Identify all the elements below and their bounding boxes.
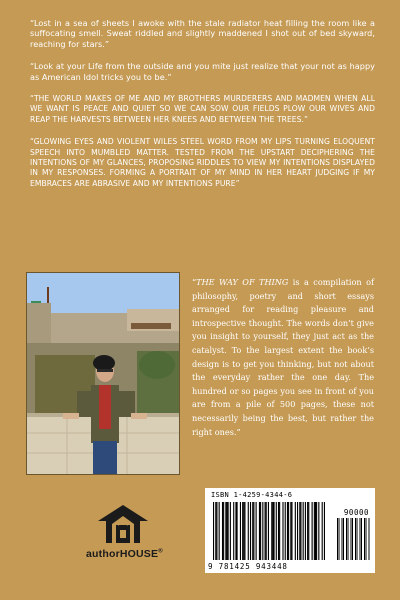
- price-bar: [360, 518, 361, 560]
- price-bar: [364, 518, 365, 560]
- barcode-bar: [268, 502, 269, 560]
- barcode-bar: [244, 502, 245, 560]
- barcode-bar: [226, 502, 227, 560]
- barcode-bar: [324, 502, 325, 560]
- isbn-label: ISBN 1-4259-4344-6: [211, 491, 293, 499]
- quote-1: “Lost in a sea of sheets I awoke with the stale radiator heat filling the room like a suffocating smell. Sweat riddled and slightly maddened I shot out of bed skyward, reaching for stars.”: [30, 18, 375, 49]
- barcode-bar: [279, 502, 280, 560]
- publisher-label: authorHOUSE: [86, 548, 159, 560]
- barcode-bar: [215, 502, 216, 560]
- barcode-bar: [282, 502, 283, 560]
- barcode-bar: [243, 502, 244, 560]
- barcode-bar: [315, 502, 316, 560]
- barcode-bar: [240, 502, 241, 560]
- barcode-bar: [290, 502, 291, 560]
- price-code: 90000: [343, 508, 369, 517]
- barcode-bar: [285, 502, 286, 560]
- price-bar: [337, 518, 338, 560]
- barcode-bar: [222, 502, 223, 560]
- author-photo-image: [27, 273, 179, 474]
- barcode-bar: [253, 502, 254, 560]
- barcode-bar: [235, 502, 236, 560]
- barcode-bar: [287, 502, 288, 560]
- price-bar: [346, 518, 347, 560]
- authorhouse-logo-icon: [96, 503, 150, 545]
- barcode-bar: [308, 502, 309, 560]
- barcode-bar: [273, 502, 274, 560]
- price-bar: [357, 518, 358, 560]
- price-bar: [351, 518, 352, 560]
- price-bar: [366, 518, 367, 560]
- isbn-barcode: [205, 488, 375, 573]
- barcode-bar: [225, 502, 226, 560]
- barcode-bar: [230, 502, 231, 560]
- barcode-bar: [237, 502, 238, 560]
- barcode-bar: [299, 502, 300, 560]
- barcode-bar: [307, 502, 308, 560]
- barcode-bar: [291, 502, 292, 560]
- quote-2: “Look at your Life from the outside and you mite just realize that your not as happy as American Idol tricks you to be.”: [30, 61, 375, 82]
- author-photo: [26, 272, 180, 475]
- price-bar: [348, 518, 349, 560]
- barcode-bar: [262, 502, 263, 560]
- price-bar: [342, 518, 343, 560]
- barcode-bar: [314, 502, 315, 560]
- barcode-bar: [233, 502, 234, 560]
- barcode-bars: [205, 488, 375, 573]
- barcode-bar: [250, 502, 251, 560]
- barcode-bar: [272, 502, 273, 560]
- blurb-body: is a compilation of philosophy, poetry and short essays arranged for reading pleasure and introspective thought. The words don’t give you insight to yourself, they just act as the catalyst. To the largest extent the book’s design is to get you thinking, but not about the everyday rather the one day. The hundred or so pages you see in front of you are from a pile of 500 pages, these not necessarily being the best, but rather the right ones.”: [192, 277, 374, 437]
- registered-mark: ®: [158, 548, 163, 555]
- barcode-bar: [300, 502, 301, 560]
- barcode-bar: [242, 502, 243, 560]
- barcode-bar: [271, 502, 272, 560]
- barcode-bar: [260, 502, 261, 560]
- barcode-bar: [305, 502, 306, 560]
- barcode-bar: [288, 502, 289, 560]
- barcode-bar: [322, 502, 323, 560]
- barcode-bar: [278, 502, 279, 560]
- book-blurb: [192, 276, 374, 439]
- barcode-bar: [276, 502, 277, 560]
- price-bar: [339, 518, 340, 560]
- barcode-bar: [223, 502, 224, 560]
- quote-4: “GLOWING EYES AND VIOLENT WILES STEEL WORD FROM MY LIPS TURNING ELOQUENT SPEECH INTO MUMBLED MATTER. TESTED FROM THE UPSTART DECIPHERING THE INTENTIONS OF MY GLANCES, PROPOSING RIDDLES TO VIEW MY INTENTIONS DISPLAYED IN MY RESPONSES. FORMING A PORTRAIT OF MY MIND IN HER HEART JUDGING IF MY EMBRACES ARE ABRASIVE AND MY INTENTIONS PURE”: [30, 137, 375, 188]
- publisher-name: [86, 548, 163, 560]
- barcode-bar: [252, 502, 253, 560]
- price-bar: [352, 518, 353, 560]
- price-bar: [361, 518, 362, 560]
- barcode-bar: [256, 502, 257, 560]
- quotes-column: [30, 18, 375, 201]
- barcode-bar: [228, 502, 229, 560]
- blurb-open-quote: “: [192, 277, 197, 287]
- barcode-bar: [297, 502, 298, 560]
- barcode-bar: [219, 502, 220, 560]
- barcode-bar: [213, 502, 214, 560]
- book-title: THE WAY OF THING: [196, 277, 289, 287]
- barcode-bar: [265, 502, 266, 560]
- price-bar: [343, 518, 344, 560]
- barcode-bar: [316, 502, 317, 560]
- barcode-bar: [318, 502, 319, 560]
- barcode-bar: [248, 502, 249, 560]
- price-bar: [355, 518, 356, 560]
- barcode-bar: [303, 502, 304, 560]
- barcode-bar: [259, 502, 260, 560]
- barcode-bar: [312, 502, 313, 560]
- barcode-bar: [266, 502, 267, 560]
- barcode-bar: [295, 502, 296, 560]
- quote-3: “THE WORLD MAKES OF ME AND MY BROTHERS MURDERERS AND MADMEN WHEN ALL WE WANT IS PEACE AND QUIET SO WE CAN SOW OUR FIELDS PLOW OUR WIVES AND REAP THE HARVESTS BETWEEN HER KNEES AND BETWEEN THE TREES.”: [30, 94, 375, 124]
- barcode-number: 9 781425 943448: [208, 562, 288, 571]
- price-bar: [369, 518, 370, 560]
- barcode-bar: [216, 502, 217, 560]
